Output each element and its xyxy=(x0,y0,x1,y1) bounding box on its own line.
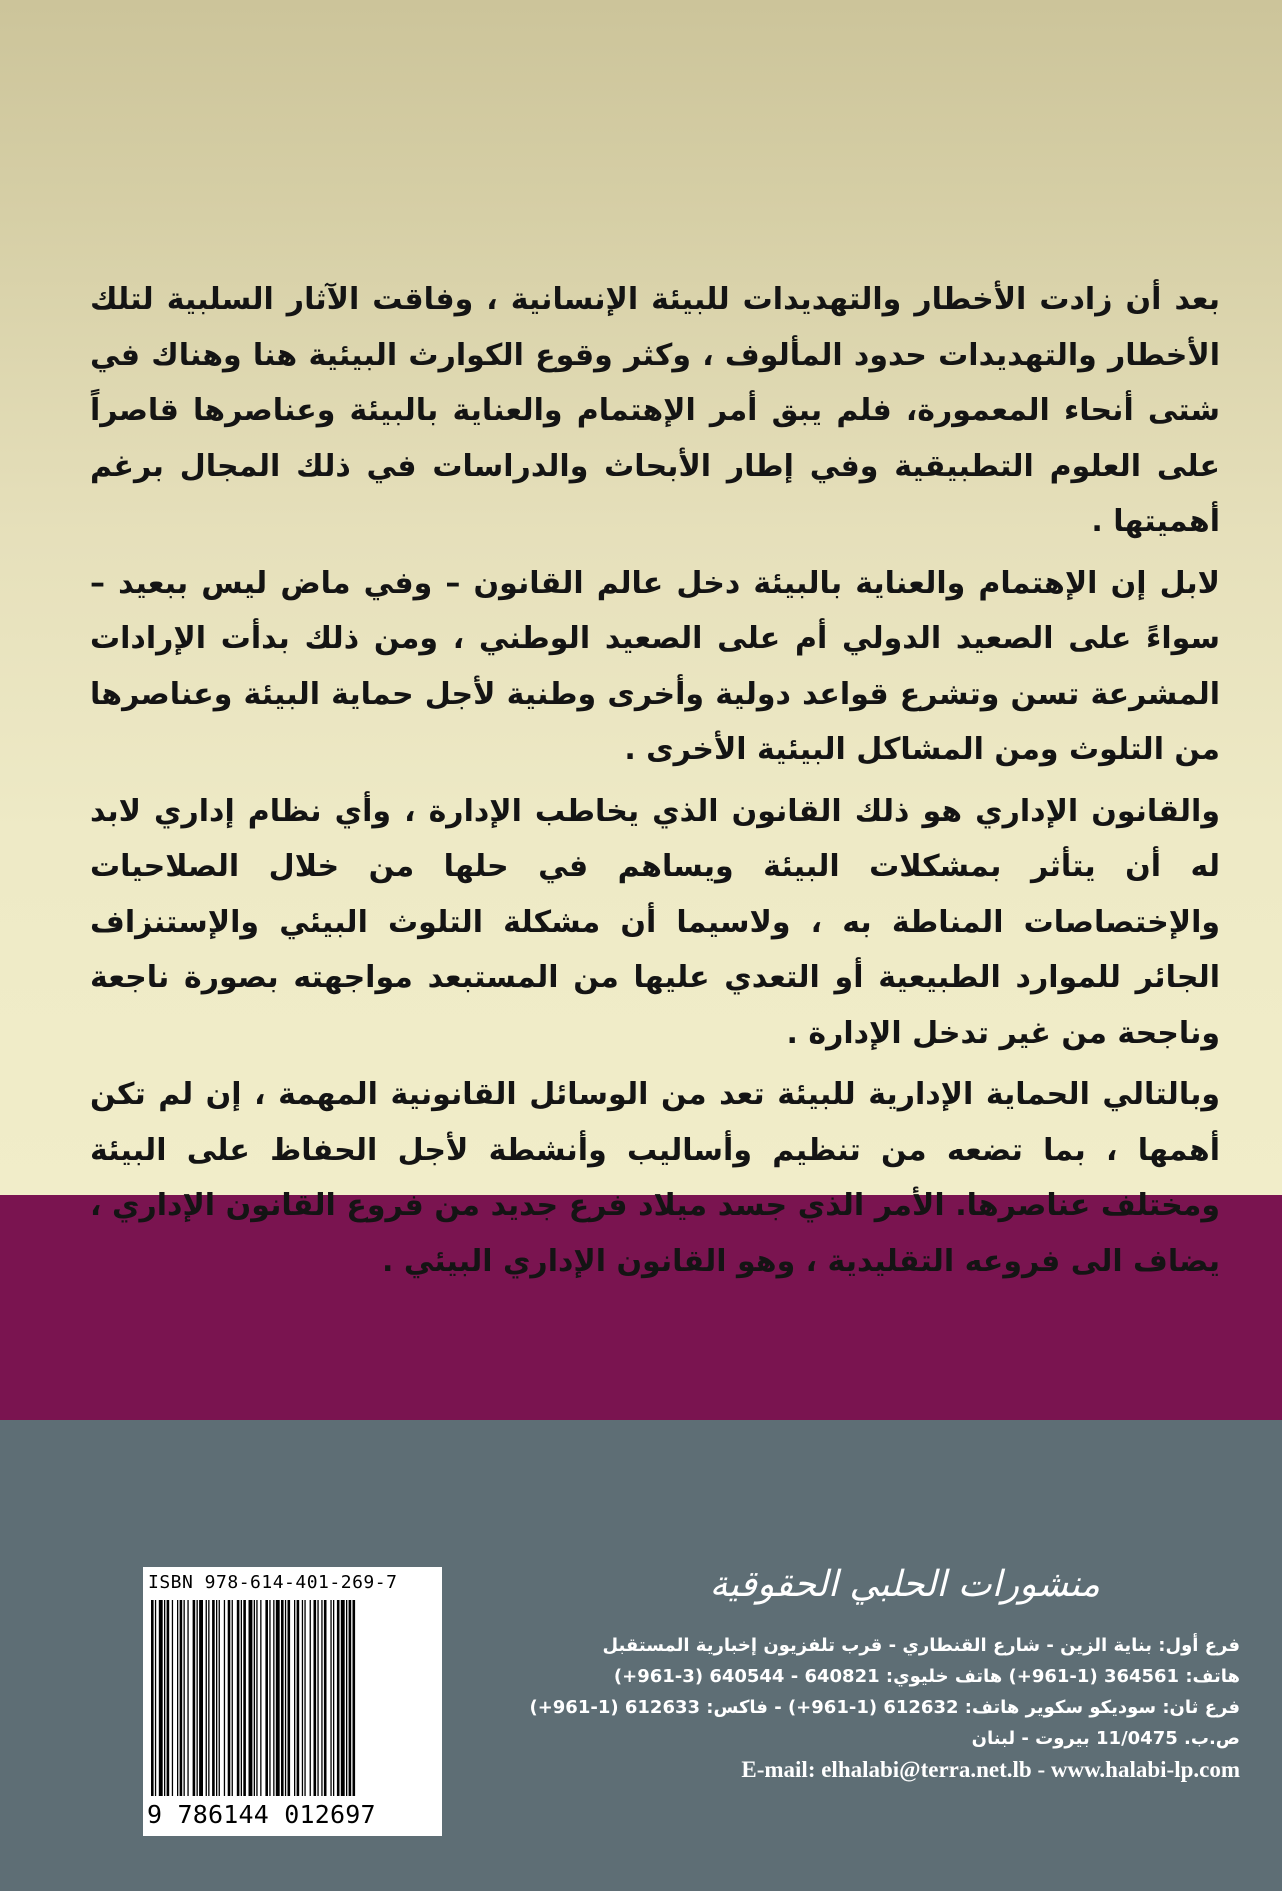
barcode-bar xyxy=(197,1600,198,1796)
barcode-bar xyxy=(337,1600,340,1796)
publisher-phones: هاتف: 364561 (1-961+) هاتف خليوي: 640821 - 640544 (3-961+) xyxy=(613,1666,1240,1687)
barcode-bar xyxy=(243,1600,246,1796)
barcode-bar xyxy=(184,1600,185,1796)
barcode-bar xyxy=(281,1600,284,1796)
barcode-bar xyxy=(187,1600,188,1796)
blurb-paragraph-4: وبالتالي الحماية الإدارية للبيئة تعد من الوسائل القانونية المهمة ، إن لم تكن أهمها ، بما تضعه من تنظيم وأساليب وأنشطة لأجل الحفاظ على البيئة ومختلف عناصرها. الأمر الذي جسد ميلاد فرع جديد من فروع القانون الإداري ، يضاف الى فروعه التقليدية ، وهو القانون الإداري البيئي . xyxy=(90,1077,1220,1279)
barcode-bar xyxy=(254,1600,255,1796)
barcode-bar xyxy=(314,1600,317,1796)
barcode-bar xyxy=(151,1600,154,1796)
barcode-bar xyxy=(219,1600,220,1796)
barcode-bar xyxy=(241,1600,242,1796)
barcode-bar xyxy=(232,1600,233,1796)
publisher-po-box: ص.ب. 11/0475 بيروت - لبنان xyxy=(971,1728,1240,1749)
barcode-bar xyxy=(224,1600,225,1796)
barcode-bar xyxy=(206,1600,207,1796)
barcode-bar xyxy=(353,1600,356,1796)
blurb-paragraph-2: لابل إن الإهتمام والعناية بالبيئة دخل عالم القانون – وفي ماض ليس ببعيد – سواءً على الصعيد الدولي أم على الصعيد الوطني ، ومن ذلك بدأت الإرادات المشرعة تسن وتشرع قواعد دولية وأخرى وطنية لأجل حماية البيئة وعناصرها من التلوث ومن المشاكل البيئية الأخرى . xyxy=(90,565,1220,767)
barcode-bar xyxy=(265,1600,268,1796)
barcode-bar xyxy=(159,1600,163,1796)
barcode-bar xyxy=(333,1600,334,1796)
barcode-bar xyxy=(155,1600,156,1796)
publisher-address: فرع أول: بناية الزين - شارع القنطاري - قرب تلفزيون إخبارية المستقبل xyxy=(602,1635,1240,1656)
barcode-bar xyxy=(310,1600,311,1796)
barcode-bar xyxy=(341,1600,345,1796)
barcode-bar xyxy=(302,1600,303,1796)
barcode-bar xyxy=(297,1600,300,1796)
barcode-bar xyxy=(256,1600,257,1796)
barcode-bars-icon xyxy=(151,1600,434,1798)
barcode-bar xyxy=(193,1600,196,1796)
barcode-bar xyxy=(237,1600,240,1796)
publisher-contact-block xyxy=(470,1630,1240,1785)
barcode-bar xyxy=(177,1600,178,1796)
barcode-bar xyxy=(324,1600,327,1796)
barcode-bar xyxy=(167,1600,170,1796)
barcode-bar xyxy=(294,1600,295,1796)
barcode-bar xyxy=(164,1600,165,1796)
isbn-barcode xyxy=(143,1567,442,1836)
barcode-bar xyxy=(349,1600,352,1796)
barcode-bar xyxy=(212,1600,215,1796)
barcode-bar xyxy=(330,1600,331,1796)
back-cover-blurb xyxy=(90,272,1220,1295)
barcode-bar xyxy=(216,1600,217,1796)
barcode-bar xyxy=(346,1600,347,1796)
barcode-bar xyxy=(273,1600,274,1796)
ean-digits: 9 786144 012697 xyxy=(147,1800,376,1829)
blurb-paragraph-1: بعد أن زادت الأخطار والتهديدات للبيئة الإنسانية ، وفاقت الآثار السلبية لتلك الأخطار والتهديدات حدود المألوف ، وكثر وقوع الكوارث البيئية هنا وهناك في شتى أنحاء المعمورة، فلم يبق أمر الإهتمام والعناية بالبيئة وعناصرها قاصراً على العلوم التطبيقية وفي إطار الأبحاث والدراسات في ذلك المجال برغم أهميتها . xyxy=(90,282,1220,539)
barcode-bar xyxy=(276,1600,280,1796)
barcode-bar xyxy=(285,1600,286,1796)
barcode-bar xyxy=(321,1600,322,1796)
barcode-bar xyxy=(260,1600,261,1796)
barcode-bar xyxy=(304,1600,305,1796)
barcode-bar xyxy=(172,1600,173,1796)
barcode-bar xyxy=(228,1600,231,1796)
barcode-bar xyxy=(269,1600,270,1796)
publisher-logo: منشورات الحلبي الحقوقية xyxy=(709,1564,1100,1605)
isbn-label: ISBN 978-614-401-269-7 xyxy=(148,1572,398,1593)
barcode-bar xyxy=(208,1600,209,1796)
barcode-bar xyxy=(180,1600,183,1796)
barcode-bar xyxy=(199,1600,203,1796)
publisher-branch-2: فرع ثان: سوديكو سكوير هاتف: 612632 (1-961+) - فاكس: 612633 (1-961+) xyxy=(529,1697,1240,1718)
barcode-bar xyxy=(288,1600,291,1796)
blurb-paragraph-3: والقانون الإداري هو ذلك القانون الذي يخاطب الإدارة ، وأي نظام إداري لابد له أن يتأثر بمشكلات البيئة ويساهم في حلها من خلال الصلاحيات والإختصاصات المناطة به ، ولاسيما أن مشكلة التلوث البيئي والإستنزاف الجائر للموارد الطبيعية أو التعدي عليها من المستبعد مواجهته بصورة ناجعة وناجحة من غير تدخل الإدارة . xyxy=(90,793,1220,1051)
barcode-bar xyxy=(249,1600,253,1796)
publisher-email-website: E-mail: elhalabi@terra.net.lb - www.halabi-lp.com xyxy=(741,1757,1240,1782)
barcode-bar xyxy=(317,1600,318,1796)
